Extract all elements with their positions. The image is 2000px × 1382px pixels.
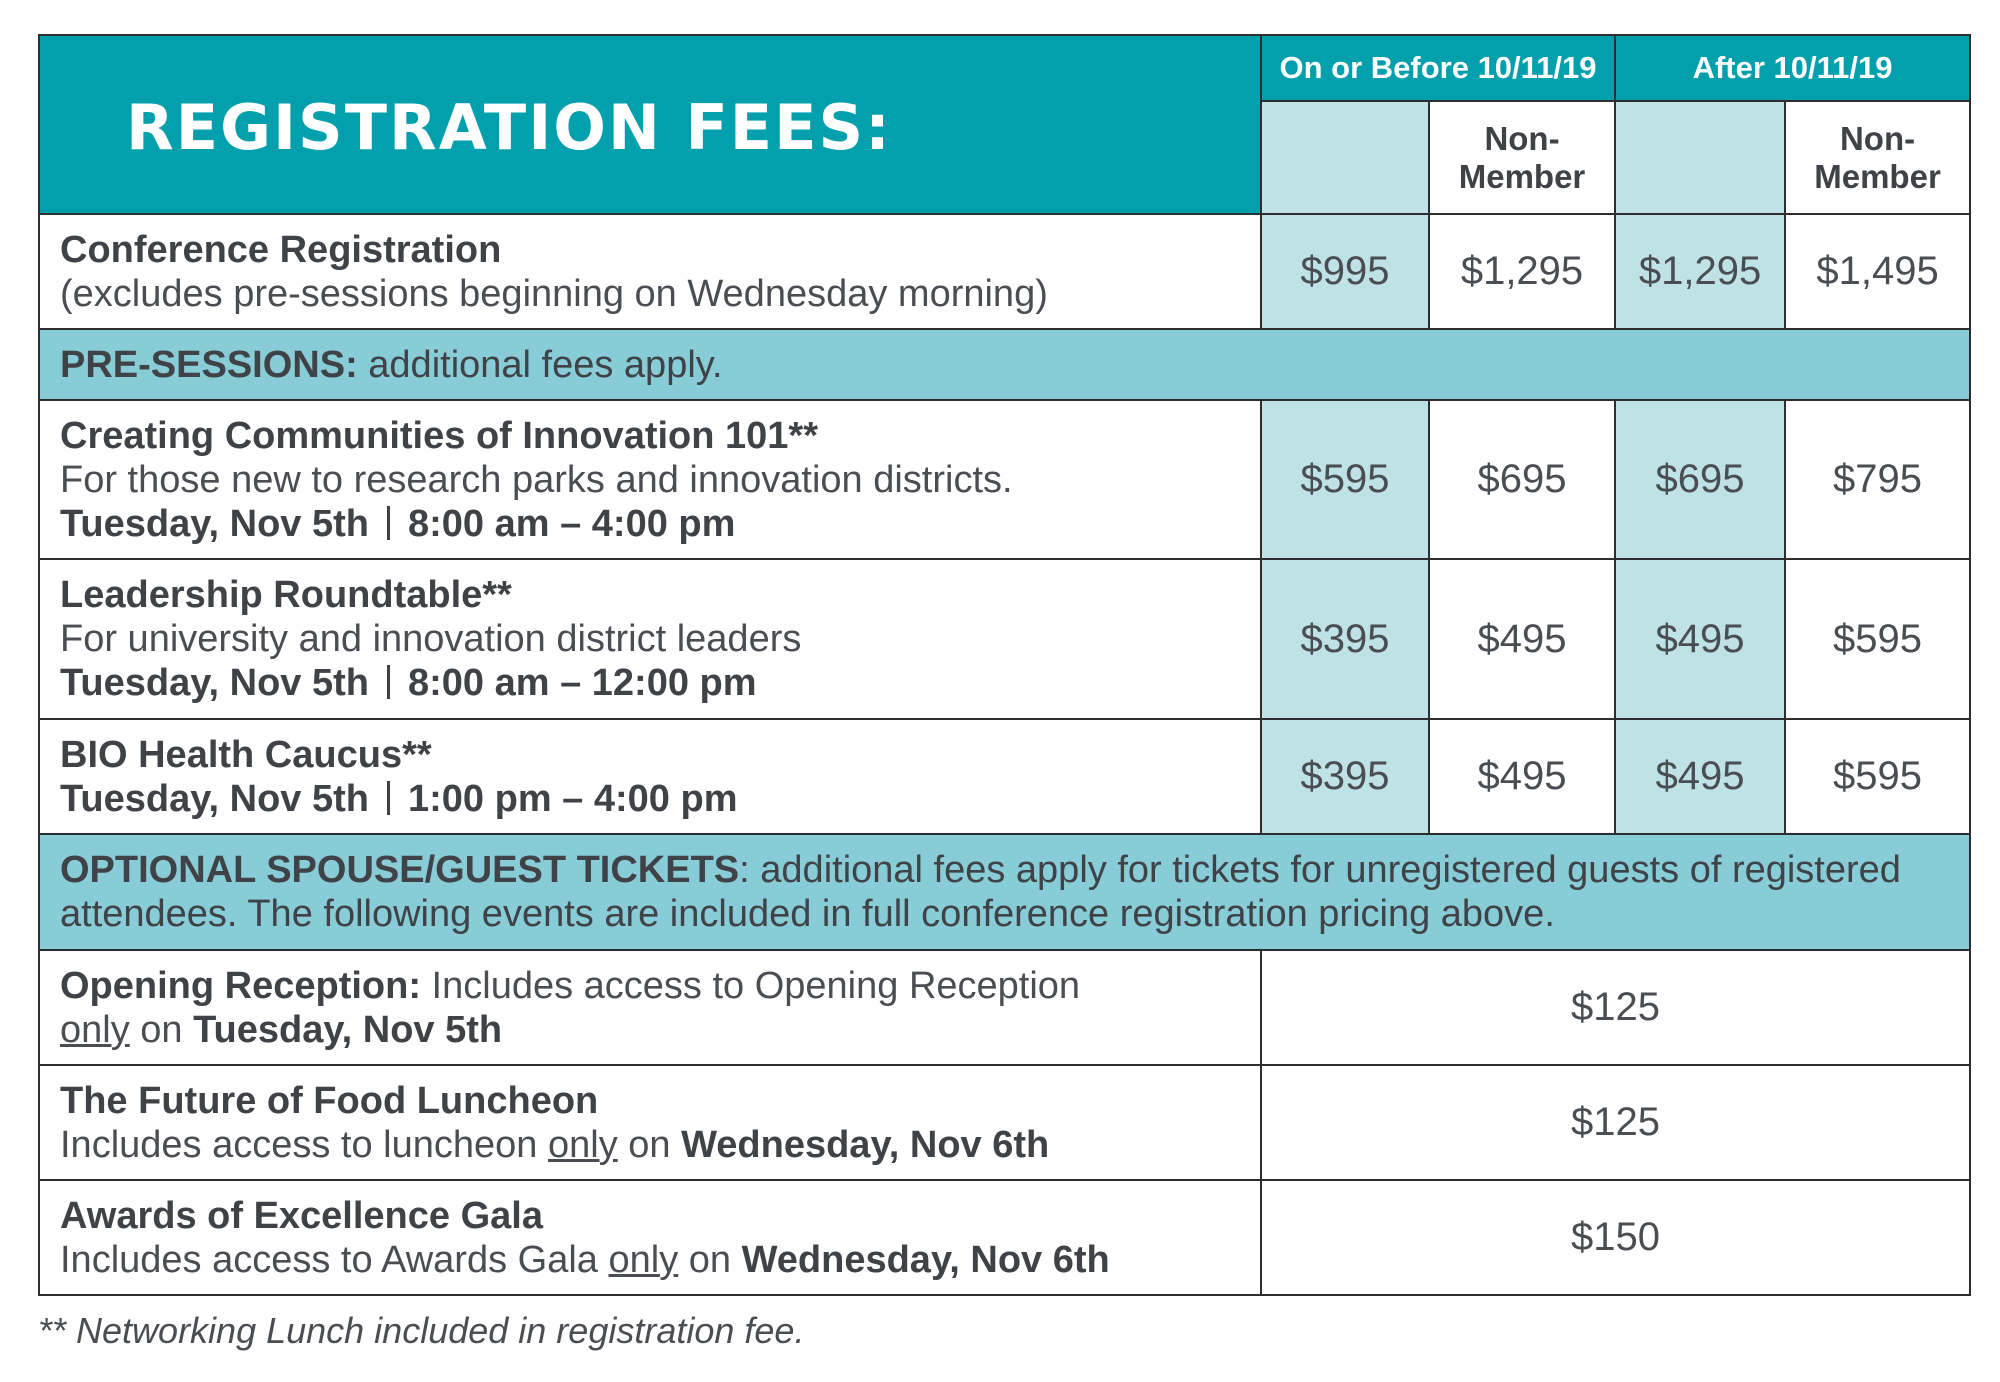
table-title-cell xyxy=(39,35,1261,214)
conference-desc: (excludes pre-sessions beginning on Wednesday morning) xyxy=(60,272,1048,315)
guest-ticket-day: Tuesday, Nov 5th xyxy=(193,1008,503,1051)
price-nonmember-after: $595 xyxy=(1785,559,1970,719)
guest-tickets-label: OPTIONAL SPOUSE/GUEST TICKETS xyxy=(60,849,740,891)
presession-item-cell xyxy=(39,559,1261,719)
guest-ticket-item-cell xyxy=(39,950,1261,1065)
price-nonmember-before: $495 xyxy=(1429,559,1615,719)
table-row-guest-ticket xyxy=(39,1180,1970,1295)
table-row-presession xyxy=(39,719,1970,834)
footnote: ** Networking Lunch included in registration fee. xyxy=(38,1310,805,1351)
price-nonmember-before: $1,295 xyxy=(1429,214,1615,329)
guest-ticket-day: Wednesday, Nov 6th xyxy=(741,1238,1110,1281)
only-underlined: only xyxy=(60,1008,130,1051)
guest-ticket-item-cell xyxy=(39,1065,1261,1180)
presession-desc: For those new to research parks and innovation districts. xyxy=(60,458,1013,501)
guest-ticket-on: on xyxy=(617,1123,682,1166)
presession-item-cell xyxy=(39,400,1261,559)
price-member-after: $495 xyxy=(1615,559,1785,719)
guest-ticket-desc-text: Includes access to Opening Reception xyxy=(421,964,1081,1007)
guest-ticket-price: $125 xyxy=(1261,1065,1970,1180)
separator-bar xyxy=(387,665,390,699)
presessions-text: additional fees apply. xyxy=(357,343,723,386)
conference-title: Conference Registration xyxy=(60,228,502,271)
price-member-before: $395 xyxy=(1261,719,1429,834)
member-after-header xyxy=(1615,101,1785,214)
guest-ticket-desc xyxy=(60,964,1260,1008)
guest-ticket-date-line xyxy=(60,1008,1260,1052)
price-member-after: $1,295 xyxy=(1615,214,1785,329)
price-nonmember-before: $495 xyxy=(1429,719,1615,834)
presession-time: 8:00 am – 12:00 pm xyxy=(408,662,757,704)
guest-ticket-price: $150 xyxy=(1261,1180,1970,1295)
nonmember-before-header xyxy=(1429,101,1615,214)
table-row-presession xyxy=(39,400,1970,559)
guest-ticket-desc xyxy=(60,1238,1260,1282)
guest-ticket-desc-text: Includes access to luncheon xyxy=(60,1123,548,1166)
guest-tickets-text: : additional fees apply for tickets for unregistered guests of registered attendees. The following events are included in full conference registration pricing above. xyxy=(60,849,1901,935)
nonmember-label-line2: Member xyxy=(1458,157,1586,195)
price-member-after: $495 xyxy=(1615,719,1785,834)
section-row-guest-tickets xyxy=(39,834,1970,950)
separator-bar xyxy=(387,506,390,540)
member-before-header xyxy=(1261,101,1429,214)
presession-time: 8:00 am – 4:00 pm xyxy=(408,502,736,545)
guest-ticket-day: Wednesday, Nov 6th xyxy=(681,1123,1050,1166)
nonmember-after-header xyxy=(1785,101,1970,214)
presessions-label: PRE-SESSIONS: xyxy=(60,343,358,386)
separator-bar xyxy=(387,781,390,815)
table-title: REGISTRATION FEES: xyxy=(126,91,892,164)
guest-ticket-desc-text: Includes access to Awards Gala xyxy=(60,1238,609,1281)
nonmember-label-line2: Member xyxy=(1814,157,1941,195)
guest-ticket-title: The Future of Food Luncheon xyxy=(60,1079,599,1122)
guest-ticket-item-cell xyxy=(39,1180,1261,1295)
guest-ticket-title: Opening Reception: xyxy=(60,964,421,1007)
presession-title: Creating Communities of Innovation 101** xyxy=(60,414,818,457)
only-underlined: only xyxy=(608,1238,679,1281)
guest-ticket-desc xyxy=(60,1123,1260,1167)
presession-title: Leadership Roundtable** xyxy=(60,574,512,616)
period-after-header: After 10/11/19 xyxy=(1615,35,1970,101)
table-row-guest-ticket xyxy=(39,1065,1970,1180)
period-before-header: On or Before 10/11/19 xyxy=(1261,35,1615,101)
presession-day: Tuesday, Nov 5th xyxy=(60,502,369,545)
presession-title: BIO Health Caucus** xyxy=(60,733,432,776)
presession-schedule xyxy=(60,661,1260,705)
price-member-before: $595 xyxy=(1261,400,1429,559)
presession-schedule xyxy=(60,502,1260,546)
section-row-presessions xyxy=(39,329,1970,400)
guest-ticket-on: on xyxy=(129,1008,194,1051)
presession-desc: For university and innovation district leaders xyxy=(60,618,802,660)
header-row-periods xyxy=(39,35,1970,101)
table-row-guest-ticket xyxy=(39,950,1970,1065)
guest-tickets-section-header xyxy=(39,834,1970,950)
price-member-before: $995 xyxy=(1261,214,1429,329)
presession-item-cell xyxy=(39,719,1261,834)
guest-ticket-price: $125 xyxy=(1261,950,1970,1065)
price-nonmember-after: $595 xyxy=(1785,719,1970,834)
table-row-presession xyxy=(39,559,1970,719)
conference-item-cell xyxy=(39,214,1261,329)
presession-day: Tuesday, Nov 5th xyxy=(60,777,369,820)
presession-time: 1:00 pm – 4:00 pm xyxy=(408,777,738,820)
price-member-after: $695 xyxy=(1615,400,1785,559)
only-underlined: only xyxy=(547,1123,618,1166)
presession-schedule xyxy=(60,777,1260,821)
presession-day: Tuesday, Nov 5th xyxy=(60,662,369,704)
guest-ticket-title: Awards of Excellence Gala xyxy=(60,1194,543,1237)
price-nonmember-after: $795 xyxy=(1785,400,1970,559)
table-row-conference xyxy=(39,214,1970,329)
price-nonmember-after: $1,495 xyxy=(1785,214,1970,329)
nonmember-label-line1: Non- xyxy=(1484,119,1560,157)
registration-fees-table xyxy=(38,34,1971,1296)
guest-ticket-on: on xyxy=(678,1238,742,1281)
price-nonmember-before: $695 xyxy=(1429,400,1615,559)
nonmember-label-line1: Non- xyxy=(1839,119,1916,157)
presessions-section-header xyxy=(39,329,1970,400)
price-member-before: $395 xyxy=(1261,559,1429,719)
